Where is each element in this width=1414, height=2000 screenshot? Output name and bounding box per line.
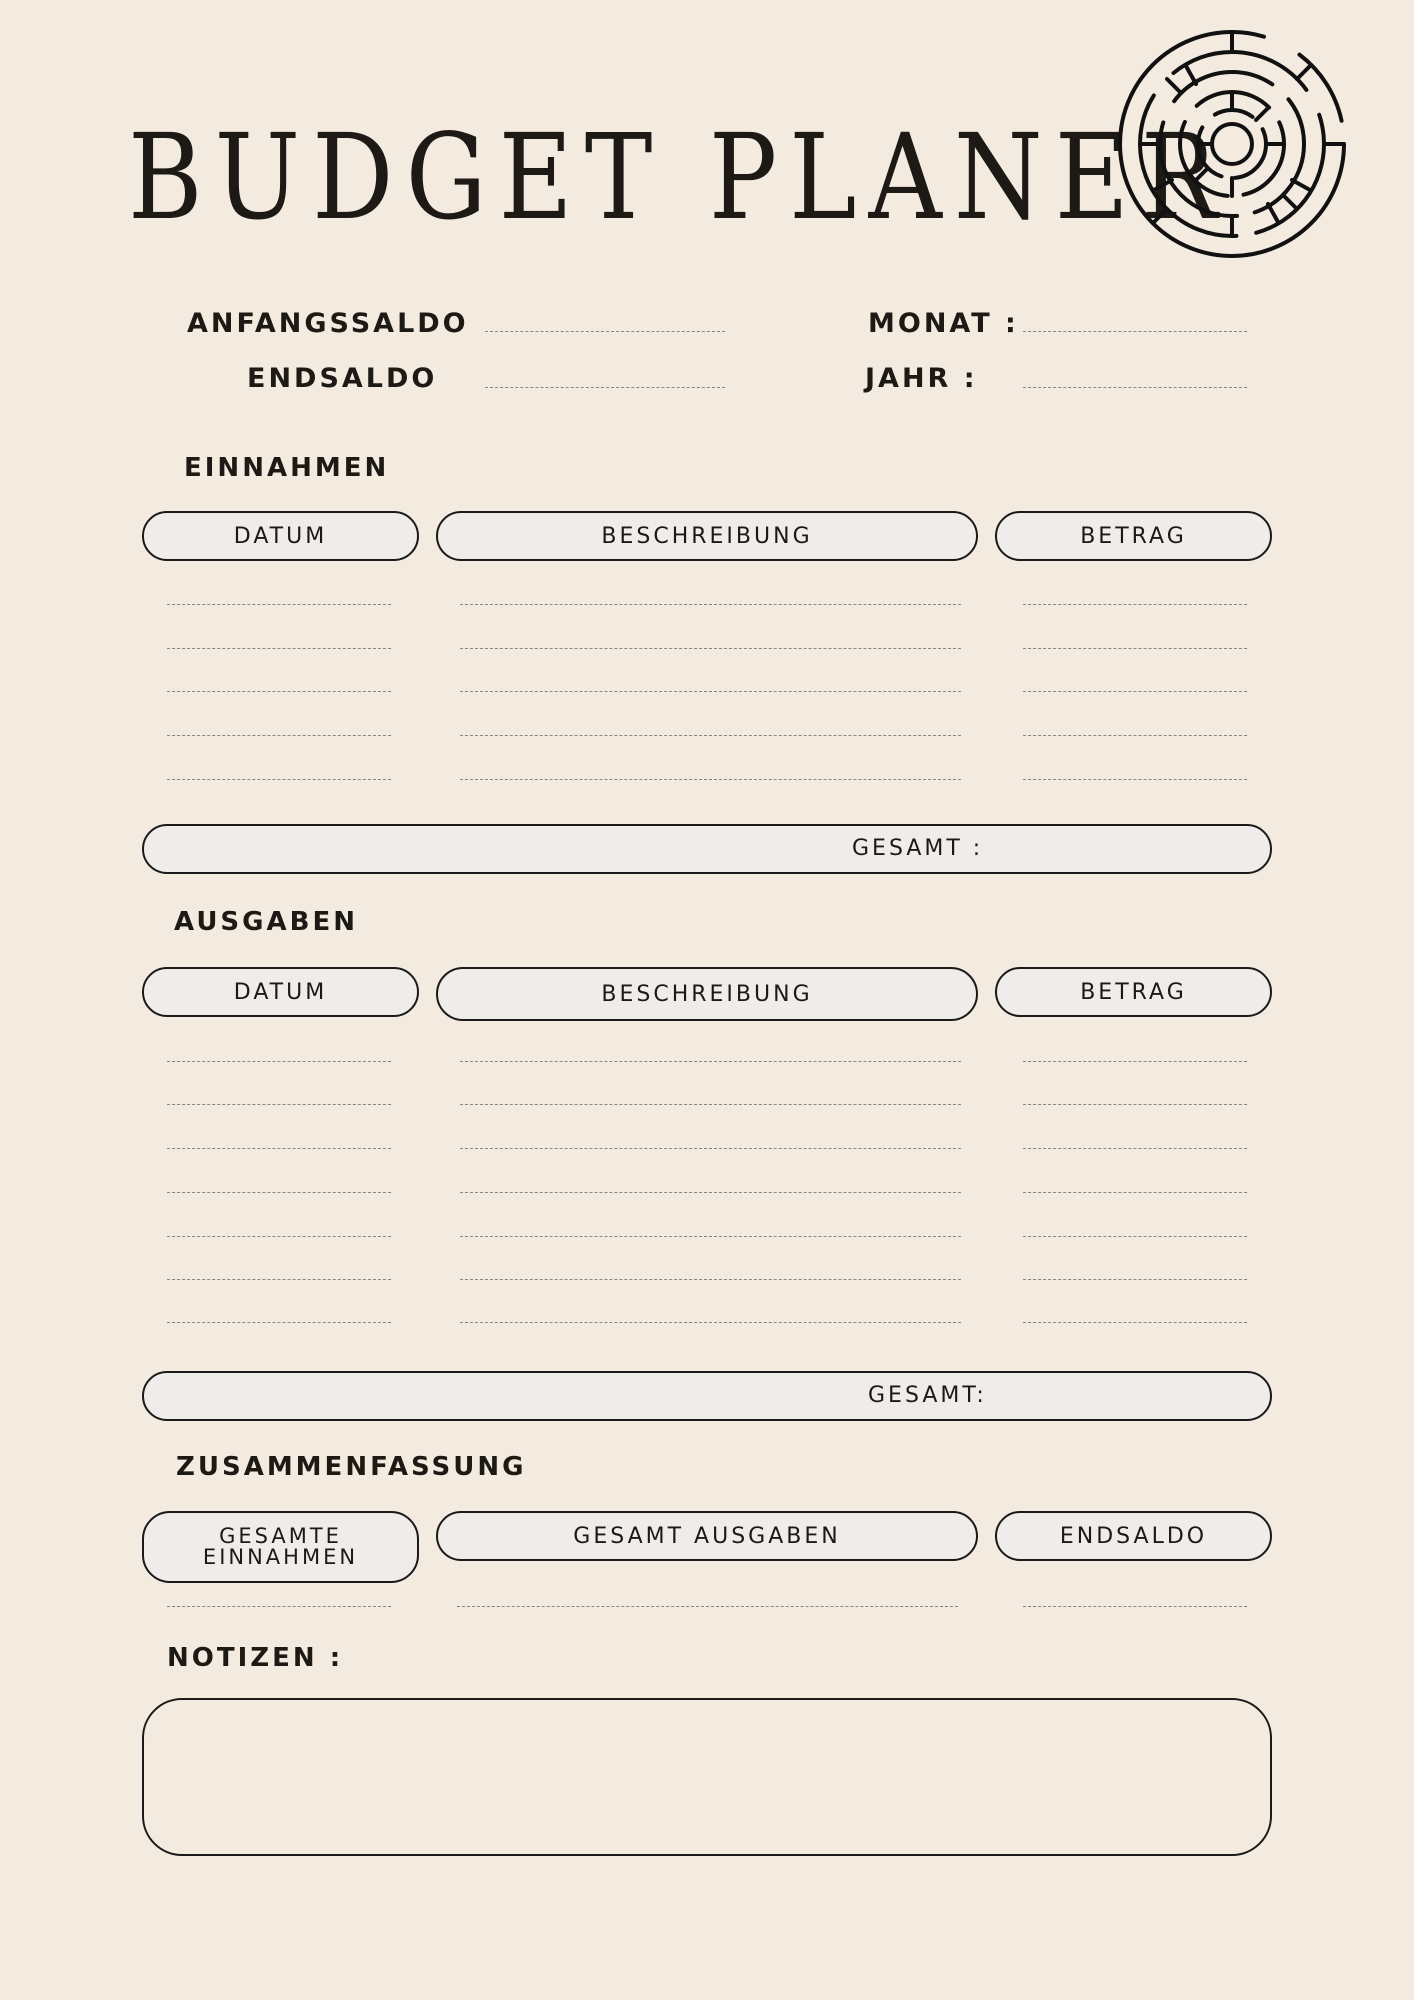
opening-balance-line[interactable] bbox=[485, 331, 725, 332]
summary-expenses-line[interactable] bbox=[457, 1606, 958, 1607]
expenses-row-line[interactable] bbox=[460, 1322, 961, 1323]
expenses-row-line[interactable] bbox=[1023, 1322, 1247, 1323]
expenses-date-header: DATUM bbox=[142, 967, 419, 1017]
summary-closing-balance-header: ENDSALDO bbox=[995, 1511, 1272, 1561]
expenses-total-label: GESAMT: bbox=[868, 1383, 987, 1408]
income-row-line[interactable] bbox=[1023, 779, 1247, 780]
notes-box[interactable] bbox=[142, 1698, 1272, 1856]
summary-total-income-line1: GESAMTE bbox=[219, 1524, 342, 1548]
expenses-row-line[interactable] bbox=[460, 1192, 961, 1193]
income-row-line[interactable] bbox=[460, 691, 961, 692]
income-row-line[interactable] bbox=[460, 648, 961, 649]
income-row-line[interactable] bbox=[460, 779, 961, 780]
expenses-row-line[interactable] bbox=[460, 1148, 961, 1149]
expenses-row-line[interactable] bbox=[167, 1236, 391, 1237]
expenses-amount-header: BETRAG bbox=[995, 967, 1272, 1017]
expenses-row-line[interactable] bbox=[167, 1279, 391, 1280]
year-label: JAHR : bbox=[865, 363, 978, 394]
expenses-row-line[interactable] bbox=[1023, 1104, 1247, 1105]
closing-balance-label: ENDSALDO bbox=[247, 363, 438, 394]
income-description-header: BESCHREIBUNG bbox=[436, 511, 978, 561]
income-total-label: GESAMT : bbox=[852, 836, 984, 861]
income-amount-header: BETRAG bbox=[995, 511, 1272, 561]
expenses-row-line[interactable] bbox=[1023, 1148, 1247, 1149]
expenses-row-line[interactable] bbox=[167, 1148, 391, 1149]
maze-logo-icon bbox=[1116, 28, 1348, 260]
month-line[interactable] bbox=[1023, 331, 1247, 332]
expenses-row-line[interactable] bbox=[167, 1192, 391, 1193]
income-row-line[interactable] bbox=[167, 735, 391, 736]
income-row-line[interactable] bbox=[1023, 735, 1247, 736]
income-row-line[interactable] bbox=[460, 735, 961, 736]
opening-balance-label: ANFANGSSALDO bbox=[187, 308, 469, 339]
income-row-line[interactable] bbox=[167, 648, 391, 649]
income-row-line[interactable] bbox=[167, 604, 391, 605]
expenses-heading: AUSGABEN bbox=[174, 907, 358, 937]
expenses-description-header: BESCHREIBUNG bbox=[436, 967, 978, 1021]
summary-total-income-header bbox=[142, 1511, 419, 1583]
expenses-row-line[interactable] bbox=[1023, 1192, 1247, 1193]
summary-total-expenses-header: GESAMT AUSGABEN bbox=[436, 1511, 978, 1561]
income-row-line[interactable] bbox=[1023, 648, 1247, 649]
expenses-row-line[interactable] bbox=[167, 1322, 391, 1323]
page-title: BUDGET PLANER bbox=[128, 108, 1230, 246]
expenses-row-line[interactable] bbox=[460, 1236, 961, 1237]
income-heading: EINNAHMEN bbox=[184, 453, 390, 483]
expenses-row-line[interactable] bbox=[1023, 1279, 1247, 1280]
expenses-row-line[interactable] bbox=[460, 1104, 961, 1105]
notes-heading: NOTIZEN : bbox=[167, 1643, 344, 1673]
month-label: MONAT : bbox=[868, 308, 1019, 339]
income-total-bar[interactable] bbox=[142, 824, 1272, 874]
closing-balance-line[interactable] bbox=[485, 387, 725, 388]
year-line[interactable] bbox=[1023, 387, 1247, 388]
summary-balance-line[interactable] bbox=[1023, 1606, 1247, 1607]
expenses-row-line[interactable] bbox=[1023, 1061, 1247, 1062]
income-row-line[interactable] bbox=[1023, 691, 1247, 692]
summary-total-income-line2: EINNAHMEN bbox=[202, 1545, 359, 1569]
expenses-total-bar[interactable] bbox=[142, 1371, 1272, 1421]
expenses-row-line[interactable] bbox=[167, 1104, 391, 1105]
income-row-line[interactable] bbox=[167, 691, 391, 692]
expenses-row-line[interactable] bbox=[167, 1061, 391, 1062]
expenses-row-line[interactable] bbox=[460, 1279, 961, 1280]
income-date-header: DATUM bbox=[142, 511, 419, 561]
income-row-line[interactable] bbox=[167, 779, 391, 780]
summary-heading: ZUSAMMENFASSUNG bbox=[176, 1452, 527, 1482]
income-row-line[interactable] bbox=[460, 604, 961, 605]
expenses-row-line[interactable] bbox=[1023, 1236, 1247, 1237]
summary-income-line[interactable] bbox=[167, 1606, 391, 1607]
expenses-row-line[interactable] bbox=[460, 1061, 961, 1062]
income-row-line[interactable] bbox=[1023, 604, 1247, 605]
